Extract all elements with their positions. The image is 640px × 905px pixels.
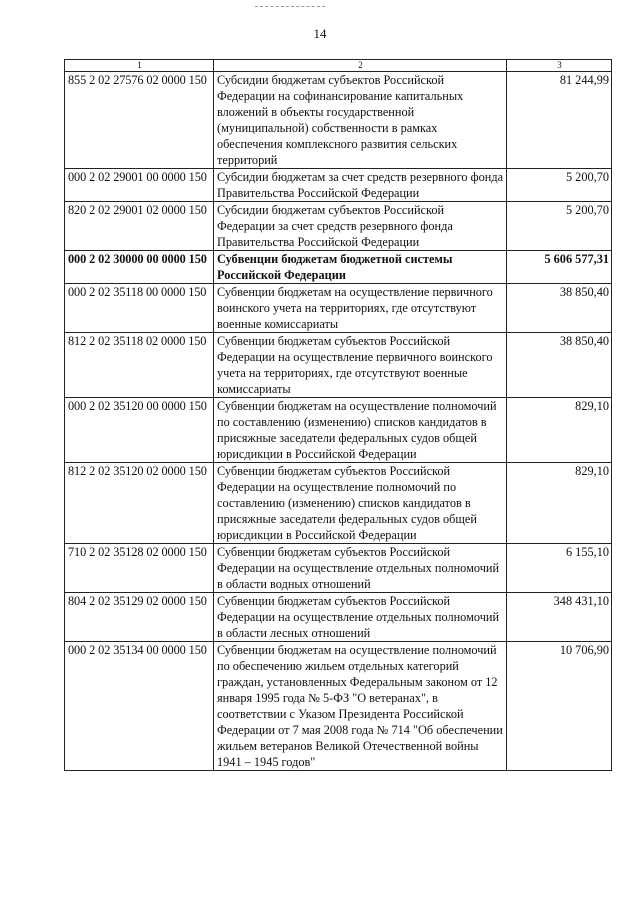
table-row — [65, 544, 612, 593]
amount-cell: 5 200,70 — [507, 202, 612, 251]
amount-cell: 829,10 — [507, 463, 612, 544]
table-header-row — [65, 60, 612, 72]
table-row — [65, 593, 612, 642]
table-row — [65, 463, 612, 544]
budget-code-cell: 820 2 02 29001 02 0000 150 — [65, 202, 214, 251]
income-name-cell: Субвенции бюджетам субъектов Российской Федерации на осуществление полномочий по составлению (изменению) списков кандидатов в присяжные заседатели федеральных судов общей юрисдикции в Российской Федерации — [214, 463, 507, 544]
income-name-cell: Субвенции бюджетам на осуществление первичного воинского учета на территориях, где отсутствуют военные комиссариаты — [214, 284, 507, 333]
amount-cell: 38 850,40 — [507, 284, 612, 333]
budget-code-cell: 812 2 02 35120 02 0000 150 — [65, 463, 214, 544]
table-row — [65, 72, 612, 169]
income-name-cell: Субвенции бюджетам бюджетной системы Российской Федерации — [214, 251, 507, 284]
table-row — [65, 398, 612, 463]
income-name-cell: Субвенции бюджетам субъектов Российской Федерации на осуществление первичного воинского учета на территориях, где отсутствуют военные комиссариаты — [214, 333, 507, 398]
column-header-code: 1 — [65, 60, 214, 72]
table-row — [65, 284, 612, 333]
income-name-cell: Субвенции бюджетам субъектов Российской Федерации на осуществление отдельных полномочий в области лесных отношений — [214, 593, 507, 642]
budget-code-cell: 000 2 02 35118 00 0000 150 — [65, 284, 214, 333]
table-row — [65, 169, 612, 202]
income-name-cell: Субвенции бюджетам на осуществление полномочий по обеспечению жильем отдельных категорий граждан, установленных Федеральным законом от 12 января 1995 года № 5-ФЗ "О ветеранах", в соответствии с Указом Президента Российской Федерации от 7 мая 2008 года № 714 "Об обеспечении жильем ветеранов Великой Отечественной войны 1941 – 1945 годов" — [214, 642, 507, 771]
budget-code-cell: 000 2 02 29001 00 0000 150 — [65, 169, 214, 202]
table-row — [65, 251, 612, 284]
amount-cell: 10 706,90 — [507, 642, 612, 771]
amount-cell: 348 431,10 — [507, 593, 612, 642]
scan-artifact — [255, 6, 325, 9]
amount-cell: 829,10 — [507, 398, 612, 463]
budget-code-cell: 855 2 02 27576 02 0000 150 — [65, 72, 214, 169]
table-row — [65, 333, 612, 398]
column-header-name: 2 — [214, 60, 507, 72]
amount-cell: 5 606 577,31 — [507, 251, 612, 284]
amount-cell: 81 244,99 — [507, 72, 612, 169]
income-name-cell: Субвенции бюджетам на осуществление полномочий по составлению (изменению) списков кандидатов в присяжные заседатели федеральных судов общей юрисдикции в Российской Федерации — [214, 398, 507, 463]
budget-code-cell: 812 2 02 35118 02 0000 150 — [65, 333, 214, 398]
budget-code-cell: 710 2 02 35128 02 0000 150 — [65, 544, 214, 593]
table-row — [65, 202, 612, 251]
amount-cell: 6 155,10 — [507, 544, 612, 593]
column-header-amount: 3 — [507, 60, 612, 72]
income-name-cell: Субсидии бюджетам субъектов Российской Федерации за счет средств резервного фонда Правительства Российской Федерации — [214, 202, 507, 251]
amount-cell: 38 850,40 — [507, 333, 612, 398]
budget-code-cell: 804 2 02 35129 02 0000 150 — [65, 593, 214, 642]
budget-code-cell: 000 2 02 30000 00 0000 150 — [65, 251, 214, 284]
budget-code-cell: 000 2 02 35134 00 0000 150 — [65, 642, 214, 771]
income-name-cell: Субвенции бюджетам субъектов Российской Федерации на осуществление отдельных полномочий в области водных отношений — [214, 544, 507, 593]
table-row — [65, 642, 612, 771]
budget-table — [64, 59, 612, 771]
income-name-cell: Субсидии бюджетам субъектов Российской Федерации на софинансирование капитальных вложений в объекты государственной (муниципальной) собственности в рамках обеспечения комплексного развития сельских территорий — [214, 72, 507, 169]
page-number: 14 — [313, 26, 327, 41]
budget-code-cell: 000 2 02 35120 00 0000 150 — [65, 398, 214, 463]
amount-cell: 5 200,70 — [507, 169, 612, 202]
income-name-cell: Субсидии бюджетам за счет средств резервного фонда Правительства Российской Федерации — [214, 169, 507, 202]
